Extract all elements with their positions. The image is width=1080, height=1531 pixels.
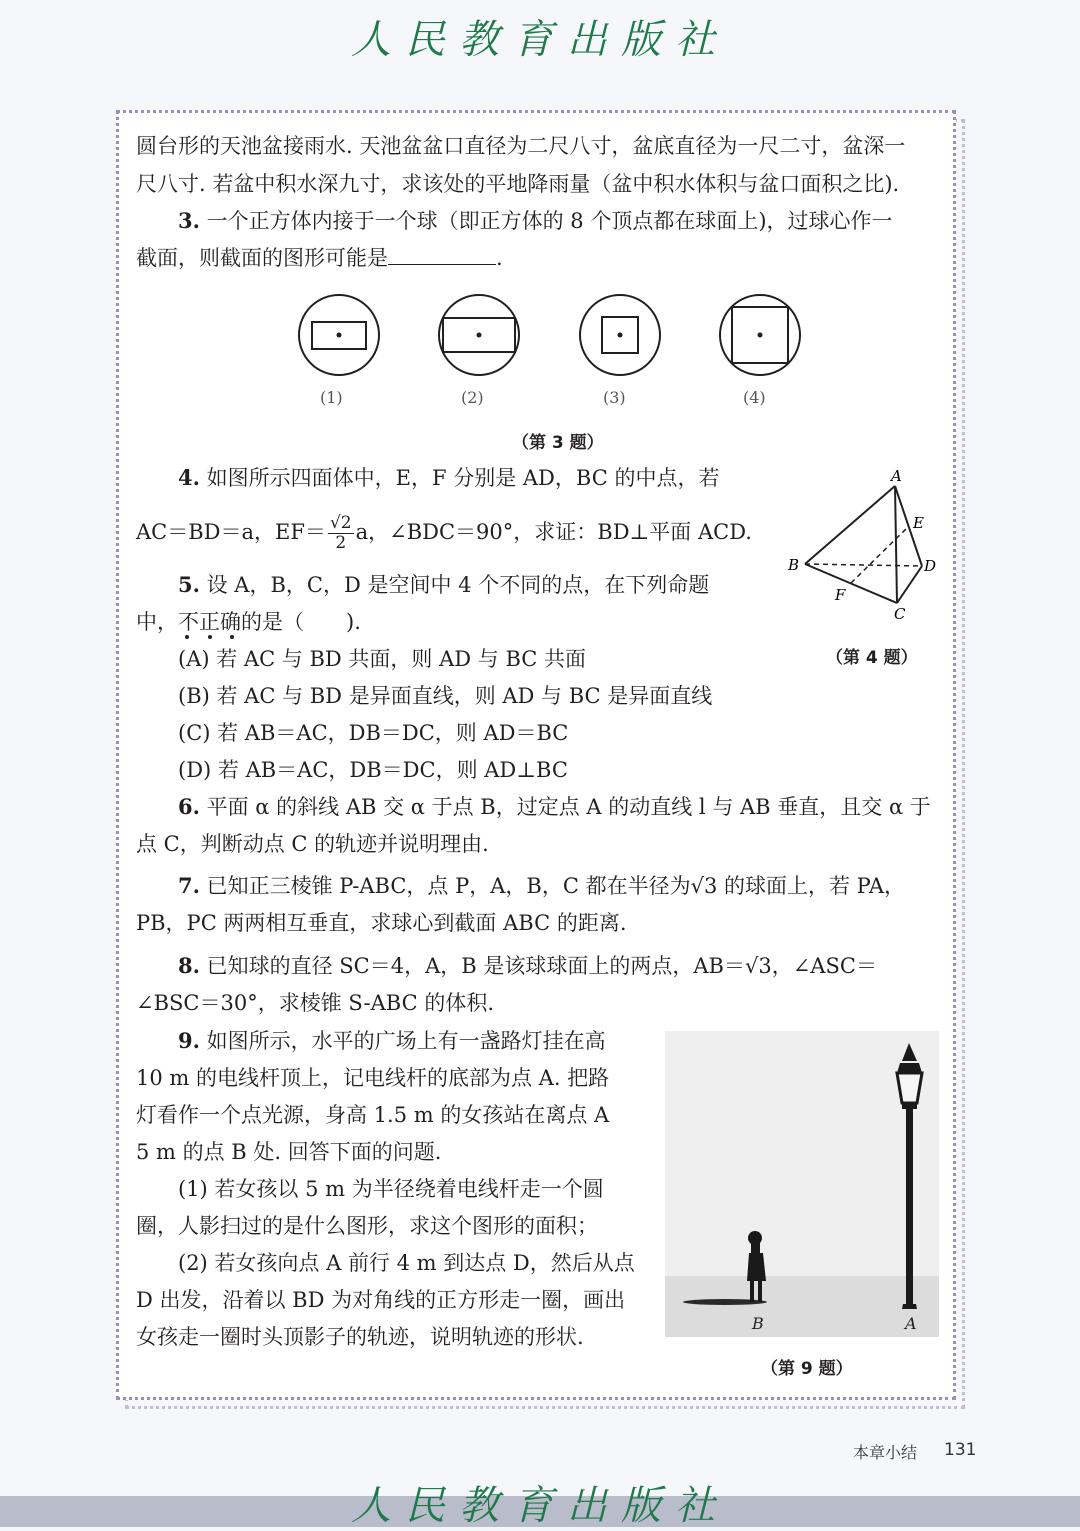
page-number: 131 — [944, 1440, 977, 1460]
option-B: (B) 若 AC 与 BD 是异面直线，则 AD 与 BC 是异面直线 — [178, 684, 713, 708]
question-text: a，∠BDC＝90°，求证：BD⊥平面 ACD. — [355, 520, 752, 544]
text-line: 5 m 的点 B 处. 回答下面的问题. — [136, 1140, 442, 1164]
option-A: (A) 若 AC 与 BD 共面，则 AD 与 BC 共面 — [178, 647, 587, 671]
shadow — [683, 1299, 767, 1305]
question-8-cont: ∠BSC＝30°，求棱锥 S-ABC 的体积. — [136, 991, 495, 1015]
question-text: 设 A，B，C，D 是空间中 4 个不同的点，在下列命题 — [206, 573, 710, 597]
point-label-E: E — [913, 514, 924, 532]
fig3-label-1: (1) — [320, 388, 343, 407]
question-6 — [178, 792, 931, 822]
fraction-numerator: √2 — [329, 513, 352, 533]
text-line: 女孩走一圈时头顶影子的轨迹，说明轨迹的形状. — [136, 1325, 584, 1349]
text-line: (1) 若女孩以 5 m 为半径绕着电线杆走一个圆 — [178, 1177, 604, 1201]
question-number: 3. — [178, 208, 200, 233]
fig3-label-4: (4) — [743, 388, 766, 407]
question-number: 7. — [178, 873, 200, 898]
text-line: 10 m 的电线杆顶上，记电线杆的底部为点 A. 把路 — [136, 1066, 610, 1090]
question-5 — [178, 570, 709, 600]
question-number: 9. — [178, 1028, 200, 1053]
question-text: 截面，则截面的图形可能是 — [136, 246, 388, 270]
fraction — [328, 514, 354, 553]
text-line: (2) 若女孩向点 A 前行 4 m 到达点 D，然后从点 — [178, 1251, 635, 1275]
question-number: 6. — [178, 794, 200, 819]
question-7 — [178, 871, 905, 901]
question-text: 如图所示，水平的广场上有一盏路灯挂在高 — [206, 1029, 606, 1053]
publisher-watermark-bottom: 人民教育出版社 — [351, 1483, 729, 1529]
question-text: 的是（ ). — [241, 610, 361, 634]
center-dot — [618, 333, 623, 338]
question-text: 已知球的直径 SC＝4，A，B 是该球球面上的两点，AB＝√3，∠ASC＝ — [206, 954, 877, 978]
question-5-cont — [136, 607, 361, 637]
question-text: 平面 α 的斜线 AB 交 α 于点 B，过定点 A 的动直线 l 与 AB 垂直，且交 α 于 — [206, 795, 931, 819]
question-7-cont: PB，PC 两两相互垂直，求球心到截面 ABC 的距离. — [136, 911, 627, 935]
question-4 — [178, 463, 719, 493]
question-4-cont — [136, 514, 752, 553]
fig3-label-2: (2) — [461, 388, 484, 407]
question-number: 4. — [178, 465, 200, 490]
question-text: AC＝BD＝a，EF＝ — [136, 520, 326, 544]
question-3 — [178, 206, 893, 236]
question-text: . — [496, 246, 503, 270]
text-line: 圈，人影扫过的是什么图形，求这个图形的面积； — [136, 1214, 598, 1238]
question-9 — [178, 1026, 606, 1056]
question-number: 8. — [178, 953, 200, 978]
question-text: 已知正三棱锥 P-ABC，点 P，A，B，C 都在半径为√3 的球面上，若 PA， — [206, 874, 906, 898]
fraction-denominator: 2 — [335, 533, 347, 553]
emphasis-word: 不正确 — [178, 610, 241, 634]
figure-9 — [665, 1031, 939, 1337]
point-label-B: B — [752, 1314, 764, 1333]
emphasis-dots — [178, 633, 248, 643]
text-line: 圆台形的天池盆接雨水. 天池盆盆口直径为二尺八寸，盆底直径为一尺二寸，盆深一 — [136, 134, 906, 158]
fig9-caption: （第 9 题） — [761, 1359, 853, 1379]
question-number: 5. — [178, 572, 200, 597]
fig3-label-3: (3) — [603, 388, 626, 407]
figure-3 — [295, 290, 835, 390]
center-dot — [337, 333, 342, 338]
fig3-caption: （第 3 题） — [512, 433, 604, 453]
text-line: 灯看作一个点光源，身高 1.5 m 的女孩站在离点 A — [136, 1103, 610, 1127]
question-text: 如图所示四面体中，E，F 分别是 AD，BC 的中点，若 — [206, 466, 720, 490]
question-3-cont — [136, 243, 503, 273]
text-line: D 出发，沿着以 BD 为对角线的正方形走一圈，画出 — [136, 1288, 626, 1312]
point-label-B: B — [788, 556, 800, 574]
point-label-D: D — [924, 557, 937, 575]
option-D: (D) 若 AB＝AC，DB＝DC，则 AD⊥BC — [178, 758, 568, 782]
center-dot — [477, 333, 482, 338]
question-text: 一个正方体内接于一个球（即正方体的 8 个顶点都在球面上)，过球心作一 — [206, 209, 893, 233]
point-label-A: A — [905, 1314, 917, 1333]
question-8 — [178, 951, 877, 981]
center-dot — [758, 333, 763, 338]
answer-blank — [388, 244, 496, 265]
question-text: 中， — [136, 610, 178, 634]
question-6-cont: 点 C，判断动点 C 的轨迹并说明理由. — [136, 832, 489, 856]
figure-4 — [785, 466, 945, 626]
text-line: 尺八寸. 若盆中积水深九寸，求该处的平地降雨量（盆中积水体积与盆口面积之比). — [136, 172, 900, 196]
fig4-caption: （第 4 题） — [826, 648, 918, 668]
publisher-watermark-top: 人民教育出版社 — [351, 17, 729, 63]
point-label-A: A — [891, 467, 902, 485]
point-label-F: F — [835, 586, 846, 604]
point-label-C: C — [894, 605, 906, 623]
section-name: 本章小结 — [853, 1443, 918, 1462]
option-C: (C) 若 AB＝AC，DB＝DC，则 AD＝BC — [178, 721, 569, 745]
